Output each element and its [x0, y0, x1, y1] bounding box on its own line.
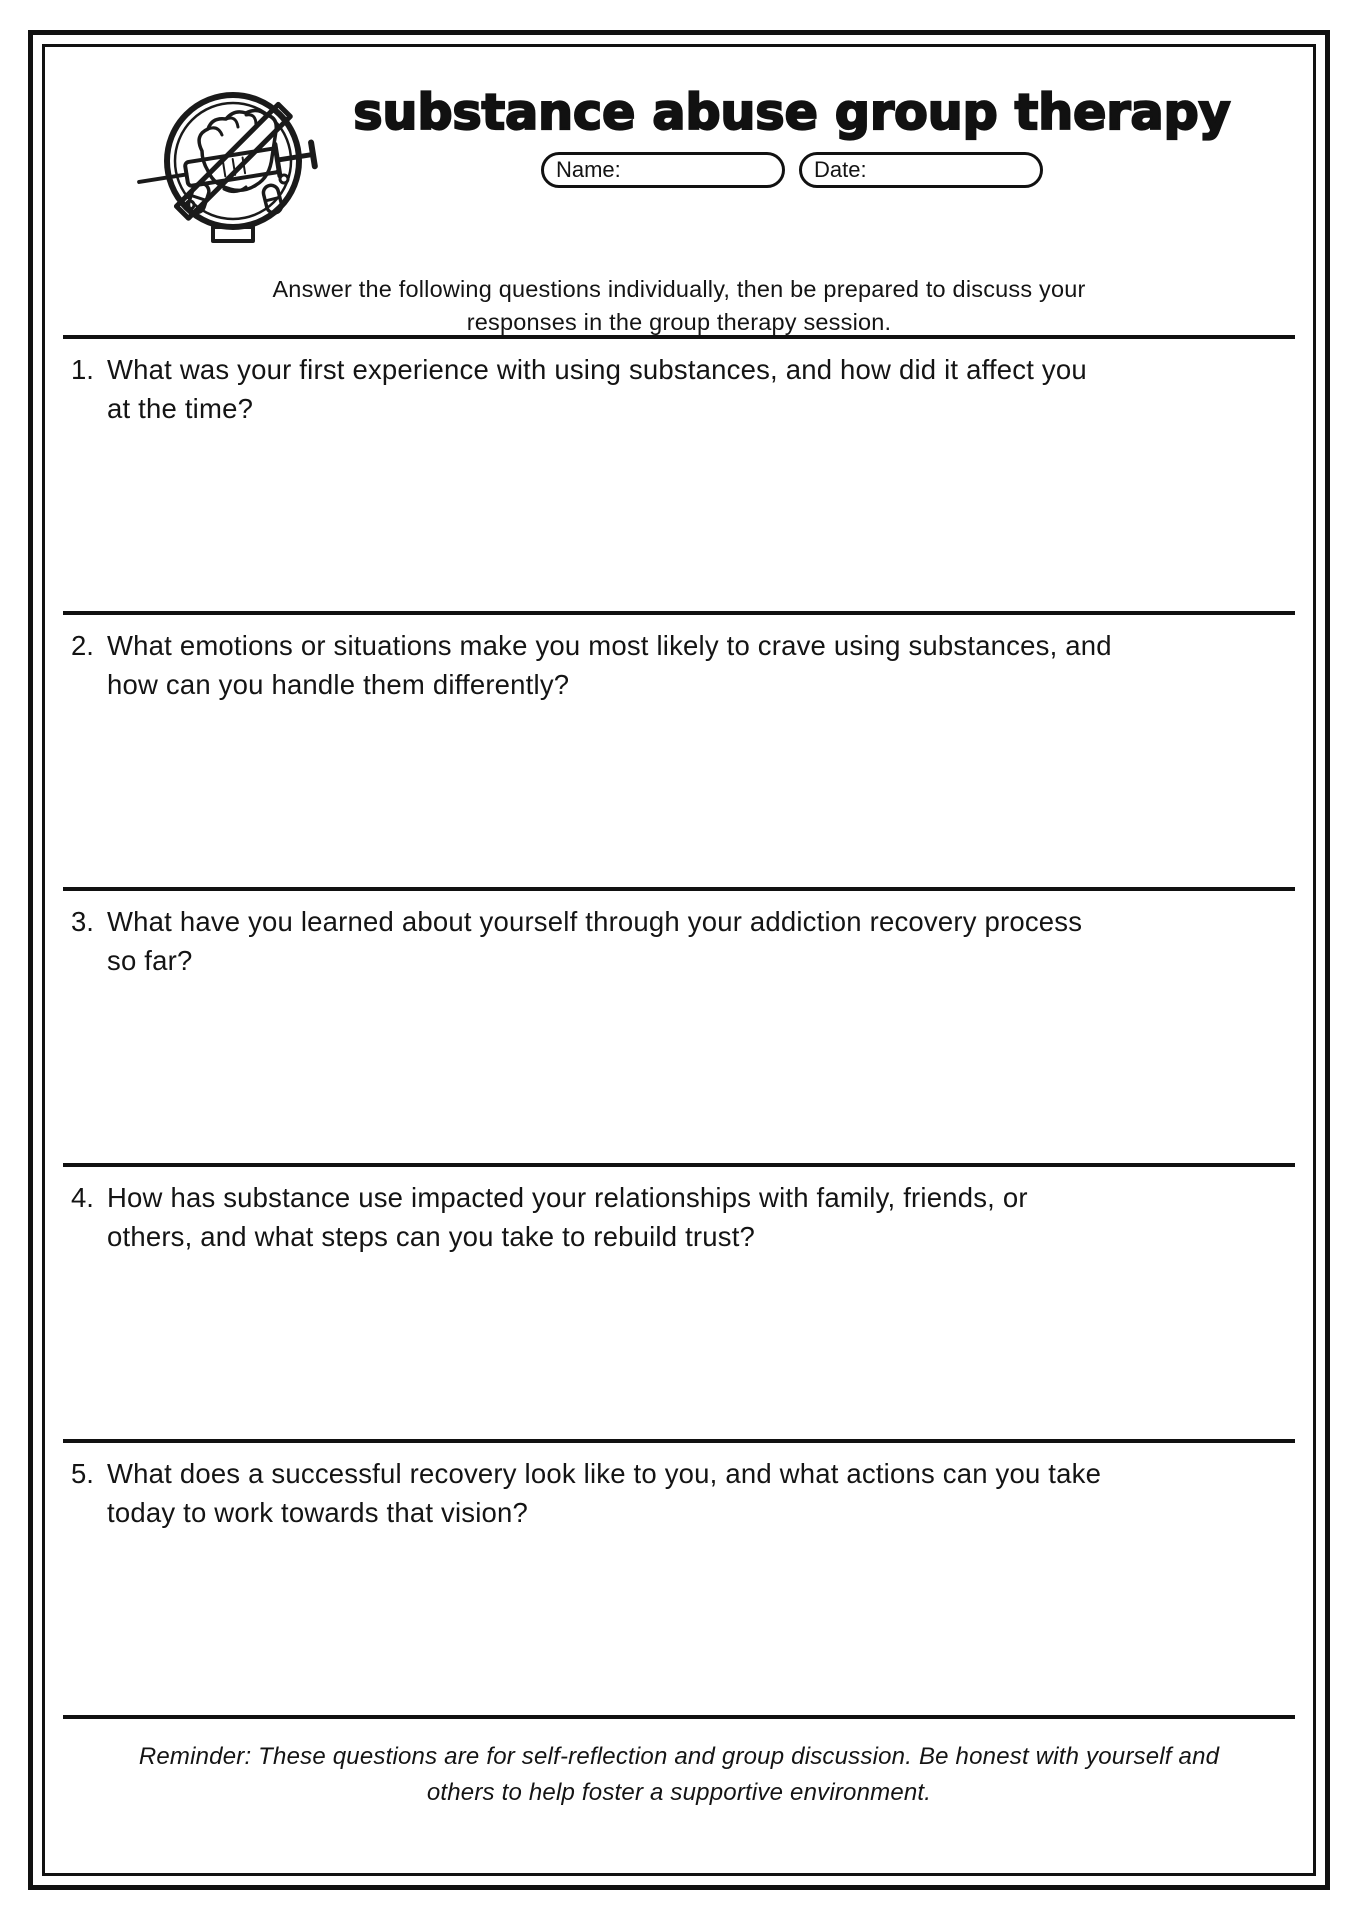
page-title: substance abuse group therapy [353, 84, 1231, 141]
question-2-text: What emotions or situations make you most likely to crave using substances, and how can you handle them differently? [107, 630, 1112, 700]
question-5-number: 5. [71, 1458, 94, 1489]
answer-space-5[interactable] [71, 1532, 1293, 1715]
question-section-4 [63, 1163, 1295, 1439]
question-1 [71, 351, 1293, 428]
reminder-text: Reminder: These questions are for self-reflection and group discussion. Be honest with yourself and others to help foster a supportive environment. [138, 1743, 1220, 1806]
title-block [353, 61, 1230, 188]
date-input[interactable] [873, 157, 1028, 183]
name-date-row [541, 152, 1043, 188]
question-4-text: How has substance use impacted your relationships with family, friends, or others, and what steps can you take to rebuild trust? [107, 1182, 1028, 1252]
question-1-text: What was your first experience with using substances, and how did it affect you at the time? [107, 354, 1087, 424]
answer-space-2[interactable] [71, 704, 1293, 887]
date-label: Date: [813, 157, 867, 183]
instructions-text: Answer the following questions individually, then be prepared to discuss your responses in the group therapy session. [272, 276, 1086, 336]
question-2 [71, 627, 1293, 704]
question-5 [71, 1455, 1293, 1532]
question-section-1 [63, 335, 1295, 611]
brand-row [63, 61, 1295, 249]
name-input[interactable] [627, 157, 770, 183]
answer-space-4[interactable] [71, 1256, 1293, 1439]
question-3-number: 3. [71, 906, 94, 937]
question-3-text: What have you learned about yourself through your addiction recovery process so far? [107, 906, 1083, 976]
name-field[interactable] [541, 152, 785, 188]
worksheet-footer [63, 1715, 1295, 1873]
worksheet-header [63, 61, 1295, 335]
no-substance-abuse-icon [127, 81, 339, 249]
question-section-5 [63, 1439, 1295, 1715]
answer-space-1[interactable] [71, 428, 1293, 611]
name-label: Name: [555, 157, 621, 183]
inner-border-frame [42, 44, 1316, 1876]
question-section-3 [63, 887, 1295, 1163]
question-5-text: What does a successful recovery look like to you, and what actions can you take today to work towards that vision? [107, 1458, 1102, 1528]
question-3 [71, 903, 1293, 980]
question-4-number: 4. [71, 1182, 94, 1213]
question-4 [71, 1179, 1293, 1256]
outer-border-frame [28, 30, 1330, 1890]
date-field[interactable] [799, 152, 1043, 188]
answer-space-3[interactable] [71, 980, 1293, 1163]
question-1-number: 1. [71, 354, 94, 385]
question-2-number: 2. [71, 630, 94, 661]
question-section-2 [63, 611, 1295, 887]
